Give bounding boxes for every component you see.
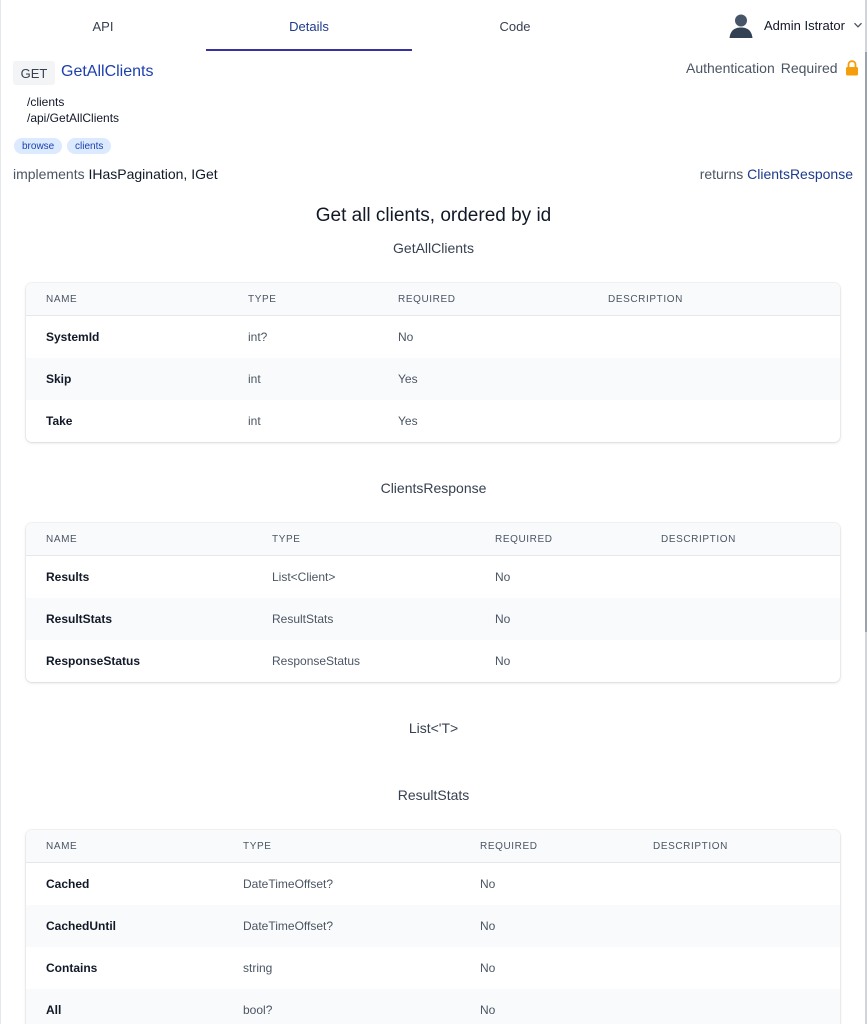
window-left-border	[0, 0, 1, 1024]
section-title: List<'T>	[408, 720, 459, 736]
properties-table	[26, 830, 840, 1024]
tab-bar	[0, 0, 619, 52]
user-avatar-icon	[728, 12, 754, 38]
property-type: DateTimeOffset?	[243, 877, 334, 891]
properties-table	[26, 523, 840, 682]
property-required: No	[398, 330, 414, 344]
property-name: ResultStats	[46, 612, 113, 626]
user-name: Admin Istrator	[764, 17, 845, 33]
section-title: ResultStats	[397, 787, 470, 803]
properties-table	[26, 283, 840, 442]
table-row	[26, 556, 840, 598]
column-header-name: NAME	[46, 293, 78, 305]
implements-line	[13, 166, 218, 182]
table-row	[26, 905, 840, 947]
column-header-name: NAME	[46, 533, 78, 545]
property-name: SystemId	[46, 330, 100, 344]
table-header	[26, 523, 840, 556]
auth-required-label: Required	[780, 60, 838, 76]
property-required: Yes	[398, 372, 418, 386]
property-required: No	[480, 1003, 496, 1017]
table-row	[26, 358, 840, 400]
property-name: All	[46, 1003, 62, 1017]
property-type: ResponseStatus	[272, 654, 361, 668]
auth-label: Authentication	[686, 60, 775, 76]
tag-clients[interactable]: clients	[67, 138, 111, 154]
tag-browse[interactable]: browse	[14, 138, 62, 154]
property-name: Contains	[46, 961, 98, 975]
property-type: string	[243, 961, 273, 975]
table-row	[26, 640, 840, 682]
returns-type-link[interactable]: ClientsResponse	[747, 166, 853, 182]
table-row	[26, 400, 840, 442]
column-header-required: REQUIRED	[398, 293, 456, 305]
property-type: bool?	[243, 1003, 273, 1017]
table-row	[26, 989, 840, 1024]
section-title: GetAllClients	[393, 240, 474, 256]
column-header-description: DESCRIPTION	[608, 293, 683, 305]
table-header	[26, 283, 840, 316]
property-name: Results	[46, 570, 90, 584]
tab-code[interactable]: Code	[499, 18, 531, 34]
operation-summary: Get all clients, ordered by id	[315, 205, 552, 226]
table-row	[26, 316, 840, 358]
property-name: ResponseStatus	[46, 654, 141, 668]
implements-label: implements	[13, 166, 85, 182]
property-type: int	[248, 372, 261, 386]
property-type: List<Client>	[272, 570, 336, 584]
property-type: int	[248, 414, 261, 428]
http-method-badge: GET	[13, 61, 55, 85]
property-required: No	[480, 919, 496, 933]
property-required: No	[495, 612, 511, 626]
property-type: int?	[248, 330, 268, 344]
column-header-name: NAME	[46, 840, 78, 852]
lock-icon	[845, 60, 859, 76]
table-row	[26, 863, 840, 905]
column-header-description: DESCRIPTION	[661, 533, 736, 545]
tab-details[interactable]: Details	[206, 0, 412, 52]
route-path: /clients	[27, 95, 65, 109]
property-required: No	[495, 654, 511, 668]
returns-line	[700, 166, 853, 182]
route-path: /api/GetAllClients	[27, 111, 120, 125]
property-name: Skip	[46, 372, 72, 386]
column-header-type: TYPE	[248, 293, 277, 305]
column-header-required: REQUIRED	[495, 533, 553, 545]
property-type: ResultStats	[272, 612, 334, 626]
section-title: ClientsResponse	[380, 480, 487, 496]
auth-requirement	[686, 60, 859, 76]
property-required: Yes	[398, 414, 418, 428]
property-name: Take	[46, 414, 73, 428]
property-required: No	[480, 961, 496, 975]
table-header	[26, 830, 840, 863]
implements-value: IHasPagination, IGet	[88, 166, 218, 182]
property-required: No	[480, 877, 496, 891]
tab-api[interactable]: API	[92, 18, 114, 34]
property-name: Cached	[46, 877, 90, 891]
property-required: No	[495, 570, 511, 584]
table-row	[26, 598, 840, 640]
column-header-required: REQUIRED	[480, 840, 538, 852]
property-type: DateTimeOffset?	[243, 919, 334, 933]
property-name: CachedUntil	[46, 919, 117, 933]
operation-name: GetAllClients	[61, 63, 154, 80]
chevron-down-icon	[853, 20, 863, 30]
returns-label: returns	[699, 166, 744, 182]
table-row	[26, 947, 840, 989]
column-header-type: TYPE	[243, 840, 272, 852]
user-menu[interactable]	[728, 12, 863, 38]
column-header-type: TYPE	[272, 533, 301, 545]
column-header-description: DESCRIPTION	[653, 840, 728, 852]
